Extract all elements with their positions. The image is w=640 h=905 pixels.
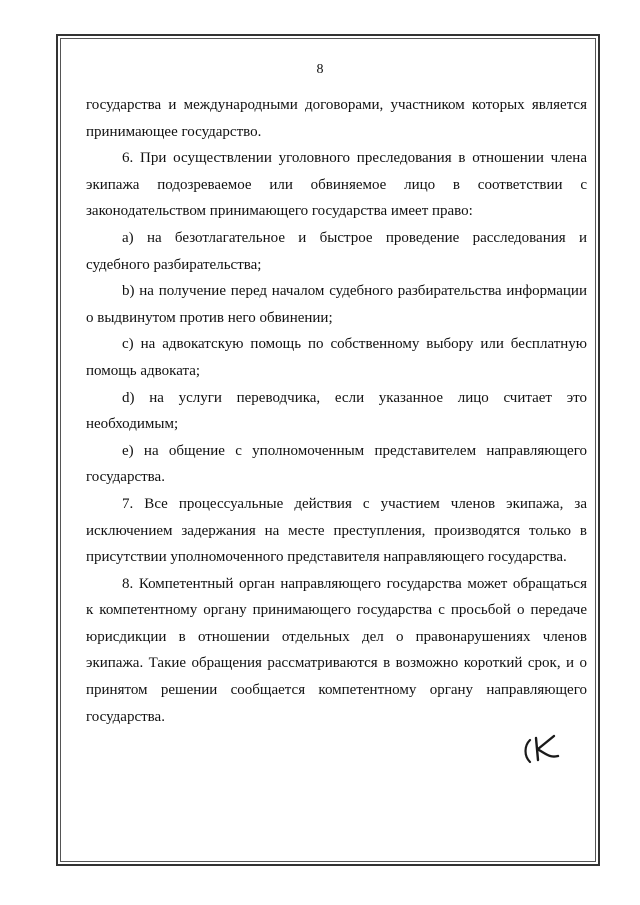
paragraph-6b: b) на получение перед началом судебного разбирательства информации о выдвинутом против него обвинении; — [86, 283, 587, 326]
paragraph-6: 6. При осуществлении уголовного преследования в отношении члена экипажа подозреваемое или обвиняемое лицо в соответствии с законодательством принимающего государства имеет право: — [86, 150, 587, 220]
signature-stroke-1 — [526, 740, 531, 762]
signature-initials — [520, 732, 564, 766]
signature-stroke-2 — [536, 736, 558, 760]
paragraph-6a: a) на безотлагательное и быстрое проведение расследования и судебного разбирательства; — [86, 229, 587, 273]
paragraph-7: 7. Все процессуальные действия с участием членов экипажа, за исключением задержания на месте преступления, производятся только в присутствии уполномоченного представителя направляющего государства. — [86, 495, 587, 566]
document-body — [86, 92, 587, 730]
paragraph-continuation: государства и международными договорами, участником которых является принимающее государство. — [86, 97, 587, 140]
paragraph-6c: c) на адвокатскую помощь по собственному выбору или бесплатную помощь адвоката; — [86, 336, 587, 379]
page-number: 8 — [316, 62, 324, 77]
paragraph-6d: d) на услуги переводчика, если указанное лицо считает это необходимым; — [86, 389, 587, 433]
paragraph-6e: e) на общение с уполномоченным представителем направляющего государства. — [86, 442, 587, 486]
paragraph-8: 8. Компетентный орган направляющего государства может обращаться к компетентному органу принимающего государства с просьбой о передаче юрисдикции в отношении отдельных дел о правонарушениях членов экипажа. Такие обращения рассматриваются в возможно короткий срок, и о принятом решении сообщается компетентному органу направляющего государства. — [86, 575, 587, 725]
